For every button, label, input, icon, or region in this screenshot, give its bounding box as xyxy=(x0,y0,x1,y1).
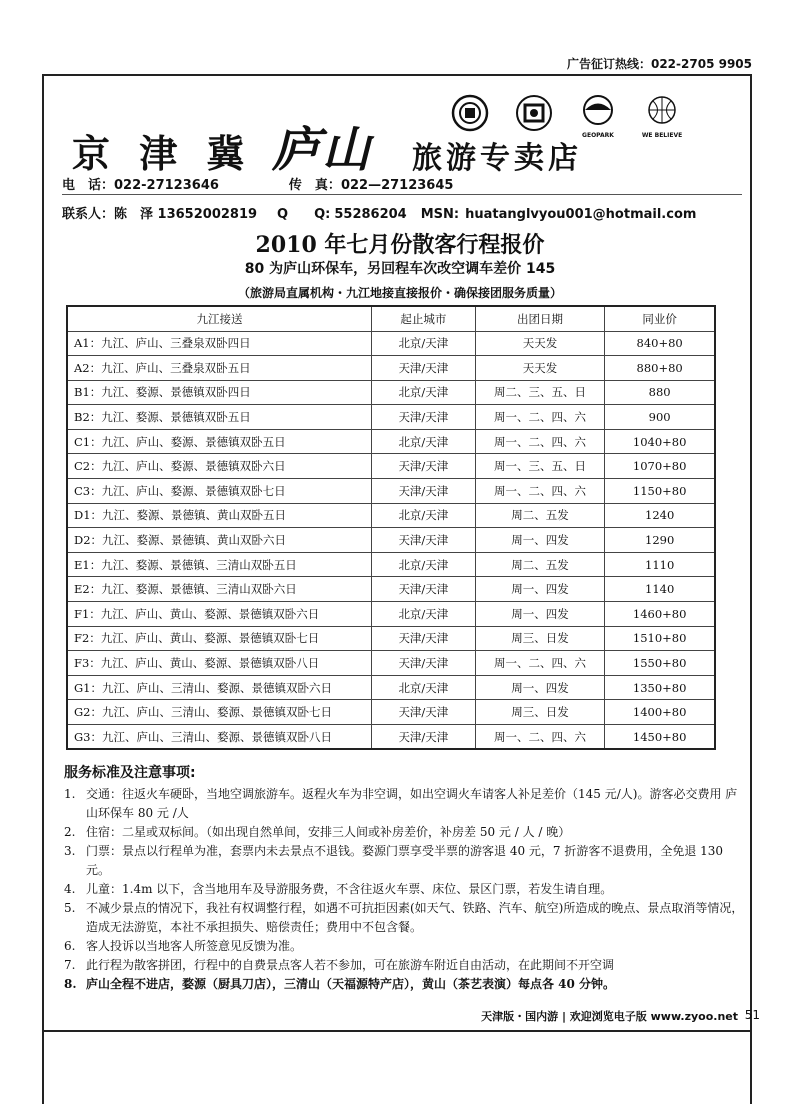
price-cell: 1140 xyxy=(605,577,715,602)
world-heritage-logo-icon xyxy=(511,93,557,133)
dates-cell: 周一、四发 xyxy=(475,675,605,700)
footer-label: 天津版・国内游 | 欢迎浏览电子版 www.zyoo.net xyxy=(481,1010,738,1023)
note-number: 3. xyxy=(64,844,76,858)
brand-header xyxy=(62,93,742,178)
dates-cell: 周三、日发 xyxy=(475,700,605,725)
service-notes xyxy=(64,764,744,994)
city-cell: 北京/天津 xyxy=(372,380,476,405)
subtitle-note: 80 为庐山环保车，另回程车次改空调车差价 145 xyxy=(244,261,556,277)
table-row xyxy=(67,725,715,750)
contact-phone-fax xyxy=(62,174,453,193)
city-cell: 天津/天津 xyxy=(372,454,476,479)
dates-cell: 周二、五发 xyxy=(475,552,605,577)
city-cell: 天津/天津 xyxy=(372,626,476,651)
route-cell: C2：九江、庐山、婺源、景德镇双卧六日 xyxy=(67,454,372,479)
note-text: 交通：往返火车硬卧，当地空调旅游车。返程火车为非空调，如出空调火车请客人补足差价（145 元/人)。游客必交费用 庐山环保车 80 元 /人 xyxy=(86,787,738,820)
note-item xyxy=(64,956,744,975)
note-number: 5. xyxy=(64,901,76,915)
table-row xyxy=(67,356,715,381)
col-price: 同业价 xyxy=(605,306,715,331)
city-cell: 北京/天津 xyxy=(372,602,476,627)
route-cell: B1：九江、婺源、景德镇双卧四日 xyxy=(67,380,372,405)
city-cell: 北京/天津 xyxy=(372,675,476,700)
dates-cell: 周一、三、五、日 xyxy=(475,454,605,479)
ad-hotline: 广告征订热线：022-2705 9905 xyxy=(566,57,752,71)
note-number: 6. xyxy=(64,939,76,953)
table-row xyxy=(67,675,715,700)
qq-label: Q Q: xyxy=(277,207,331,222)
price-cell: 1110 xyxy=(605,552,715,577)
price-cell: 1350+80 xyxy=(605,675,715,700)
note-number: 4. xyxy=(64,882,76,896)
price-cell: 880 xyxy=(605,380,715,405)
city-cell: 天津/天津 xyxy=(372,405,476,430)
table-row xyxy=(67,528,715,553)
route-cell: G3：九江、庐山、三清山、婺源、景德镇双卧八日 xyxy=(67,725,372,750)
price-cell: 1070+80 xyxy=(605,454,715,479)
note-text: 庐山全程不进店，婺源（厨具刀店），三清山（天福源特产店），黄山（茶艺表演）每点各 40 分钟。 xyxy=(86,977,616,991)
route-cell: F3：九江、庐山、黄山、婺源、景德镇双卧八日 xyxy=(67,651,372,676)
geopark-logo-icon: GEOPARK xyxy=(575,93,621,133)
qq-value: 55286204 xyxy=(334,207,407,222)
dates-cell: 周一、四发 xyxy=(475,602,605,627)
note-number: 7. xyxy=(64,958,76,972)
dates-cell: 天天发 xyxy=(475,331,605,356)
city-cell: 北京/天津 xyxy=(372,552,476,577)
table-row xyxy=(67,651,715,676)
note-item xyxy=(64,937,744,956)
subtitle-tagline: （旅游局直属机构・九江地接直接报价・确保接团服务质量） xyxy=(237,286,562,300)
divider xyxy=(62,194,742,195)
note-text: 不减少景点的情况下，我社有权调整行程，如遇不可抗拒因素(如天气、铁路、汽车、航空)所造成的晚点、景点取消等情况，造成无法游览，本社不承担损失、赔偿责任；费用中不包含餐。 xyxy=(86,901,744,934)
col-city: 起止城市 xyxy=(372,306,476,331)
route-cell: A2：九江、庐山、三叠泉双卧五日 xyxy=(67,356,372,381)
route-cell: G1：九江、庐山、三清山、婺源、景德镇双卧六日 xyxy=(67,675,372,700)
dates-cell: 周一、四发 xyxy=(475,528,605,553)
price-cell: 1240 xyxy=(605,503,715,528)
note-item xyxy=(64,899,744,937)
price-cell: 1290 xyxy=(605,528,715,553)
price-cell: 1040+80 xyxy=(605,429,715,454)
table-row xyxy=(67,405,715,430)
city-cell: 北京/天津 xyxy=(372,503,476,528)
brand-script-logo: 庐山 xyxy=(272,122,373,178)
note-item xyxy=(64,842,744,880)
note-text: 此行程为散客拼团，行程中的自费景点客人若不参加，可在旅游车附近自由活动，在此期间不开空调 xyxy=(86,958,615,972)
note-item xyxy=(64,785,744,823)
note-item xyxy=(64,975,744,994)
dates-cell: 周二、五发 xyxy=(475,503,605,528)
dates-cell: 周一、二、四、六 xyxy=(475,479,605,504)
city-cell: 天津/天津 xyxy=(372,725,476,750)
note-item xyxy=(64,880,744,899)
note-number: 2. xyxy=(64,825,76,839)
city-cell: 天津/天津 xyxy=(372,528,476,553)
msn-value: huatanglvyou001@hotmail.com xyxy=(465,207,697,222)
dates-cell: 周一、二、四、六 xyxy=(475,429,605,454)
city-cell: 天津/天津 xyxy=(372,700,476,725)
city-cell: 天津/天津 xyxy=(372,651,476,676)
dates-cell: 周一、二、四、六 xyxy=(475,651,605,676)
dates-cell: 周三、日发 xyxy=(475,626,605,651)
footer-rule xyxy=(42,1030,752,1032)
route-cell: G2：九江、庐山、三清山、婺源、景德镇双卧七日 xyxy=(67,700,372,725)
brand-store-name: 旅游专卖店 xyxy=(412,141,582,176)
route-cell: B2：九江、婺源、景德镇双卧五日 xyxy=(67,405,372,430)
route-cell: D2：九江、婺源、景德镇、黄山双卧六日 xyxy=(67,528,372,553)
route-cell: C3：九江、庐山、婺源、景德镇双卧七日 xyxy=(67,479,372,504)
price-cell: 1150+80 xyxy=(605,479,715,504)
dates-cell: 天天发 xyxy=(475,356,605,381)
city-cell: 北京/天津 xyxy=(372,331,476,356)
notes-title: 服务标准及注意事项: xyxy=(64,765,196,781)
table-row xyxy=(67,331,715,356)
city-cell: 天津/天津 xyxy=(372,356,476,381)
table-row xyxy=(67,429,715,454)
city-cell: 天津/天津 xyxy=(372,479,476,504)
route-cell: D1：九江、婺源、景德镇、黄山双卧五日 xyxy=(67,503,372,528)
note-item xyxy=(64,823,744,842)
heritage-logo-icon xyxy=(447,93,493,133)
price-cell: 900 xyxy=(605,405,715,430)
price-cell: 1400+80 xyxy=(605,700,715,725)
route-cell: E2：九江、婺源、景德镇、三清山双卧六日 xyxy=(67,577,372,602)
table-header-row xyxy=(67,306,715,331)
table-row xyxy=(67,503,715,528)
note-number: 8. xyxy=(64,977,77,991)
tel-value: 022-27123646 xyxy=(114,178,219,193)
dates-cell: 周一、二、四、六 xyxy=(475,725,605,750)
tel-label: 电 话： xyxy=(62,178,115,193)
table-row xyxy=(67,380,715,405)
price-cell: 1450+80 xyxy=(605,725,715,750)
table-row xyxy=(67,479,715,504)
person-label: 联系人： xyxy=(62,207,115,222)
footer-text xyxy=(481,1008,738,1024)
route-cell: C1：九江、庐山、婺源、景德镇双卧五日 xyxy=(67,429,372,454)
table-row xyxy=(67,552,715,577)
un-logo-icon: WE BELIEVE xyxy=(639,93,685,133)
page-number: 51 xyxy=(744,1008,760,1022)
route-cell: A1：九江、庐山、三叠泉双卧四日 xyxy=(67,331,372,356)
msn-label: MSN: xyxy=(420,207,460,222)
table-row xyxy=(67,454,715,479)
price-table xyxy=(66,305,716,750)
contact-person-row xyxy=(62,203,696,222)
col-route: 九江接送 xyxy=(67,306,372,331)
price-cell: 1460+80 xyxy=(605,602,715,627)
price-cell: 1510+80 xyxy=(605,626,715,651)
logo-row xyxy=(447,93,685,139)
brand-region: 京 津 冀 xyxy=(72,131,253,176)
table-row xyxy=(67,577,715,602)
table-row xyxy=(67,626,715,651)
note-text: 客人投诉以当地客人所签意见反馈为准。 xyxy=(86,939,303,953)
note-text: 门票：景点以行程单为准，套票内未去景点不退钱。婺源门票享受半票的游客退 40 元，7 折游客不退费用，全免退 130 元。 xyxy=(86,844,724,877)
city-cell: 北京/天津 xyxy=(372,429,476,454)
note-number: 1. xyxy=(64,787,76,801)
table-row xyxy=(67,602,715,627)
note-text: 儿童：1.4m 以下，含当地用车及导游服务费，不含往返火车票、床位、景区门票，若发生请自理。 xyxy=(86,882,613,896)
page-title: 2010 年七月份散客行程报价 xyxy=(255,232,545,258)
note-text: 住宿：二星或双标间。（如出现自然单间，安排三人间或补房差价，补房差 50 元 / 人 / 晚） xyxy=(86,825,571,839)
col-dates: 出团日期 xyxy=(475,306,605,331)
route-cell: E1：九江、婺源、景德镇、三清山双卧五日 xyxy=(67,552,372,577)
dates-cell: 周一、二、四、六 xyxy=(475,405,605,430)
route-cell: F2：九江、庐山、黄山、婺源、景德镇双卧七日 xyxy=(67,626,372,651)
table-row xyxy=(67,700,715,725)
price-cell: 1550+80 xyxy=(605,651,715,676)
person-value: 陈 泽 13652002819 xyxy=(114,207,258,222)
price-cell: 840+80 xyxy=(605,331,715,356)
price-cell: 880+80 xyxy=(605,356,715,381)
dates-cell: 周一、四发 xyxy=(475,577,605,602)
fax-label: 传 真： xyxy=(288,178,341,193)
fax-value: 022—27123645 xyxy=(340,178,454,193)
dates-cell: 周二、三、五、日 xyxy=(475,380,605,405)
route-cell: F1：九江、庐山、黄山、婺源、景德镇双卧六日 xyxy=(67,602,372,627)
city-cell: 天津/天津 xyxy=(372,577,476,602)
